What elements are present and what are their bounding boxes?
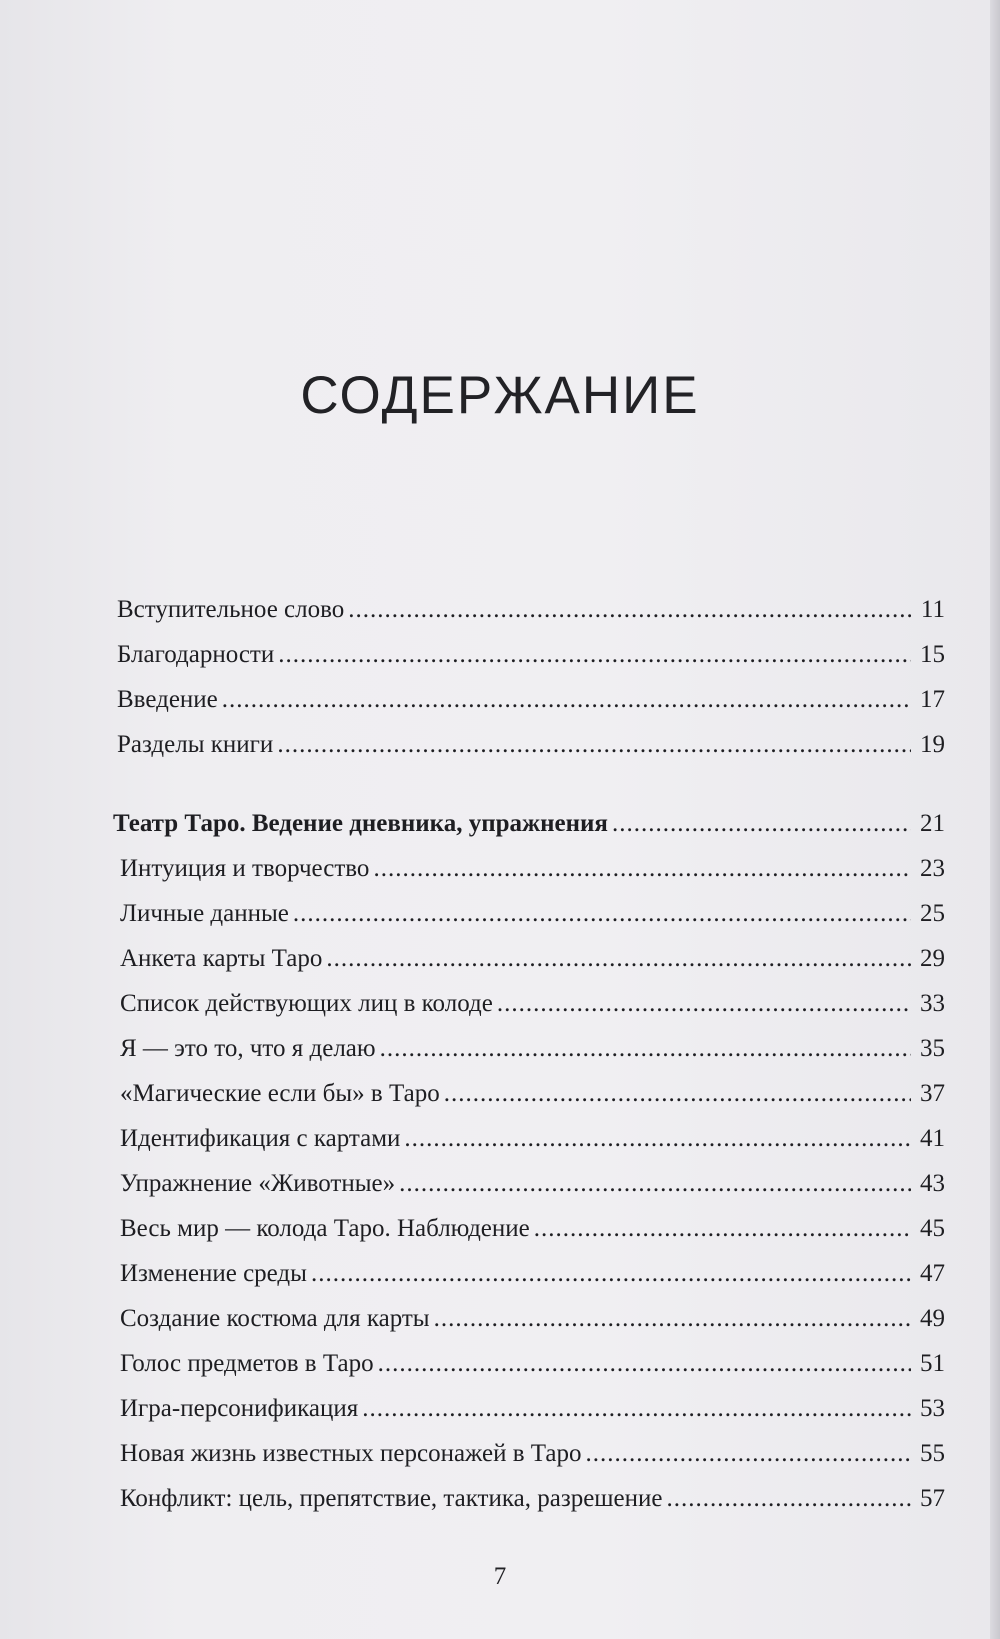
toc-entry — [117, 731, 945, 776]
toc-entry-label: Голос предметов в Таро — [120, 1350, 374, 1377]
toc-entry — [117, 1395, 945, 1440]
toc-entry-page: 17 — [920, 686, 945, 713]
toc-section-label: Театр Таро. Ведение дневника, упражнения — [113, 810, 608, 837]
toc-entry-label: Список действующих лиц в колоде — [120, 990, 493, 1017]
toc-entry — [117, 1260, 945, 1305]
toc-entry-page: 53 — [920, 1395, 945, 1422]
toc-leader-dots — [311, 1260, 911, 1288]
toc-entry-page: 23 — [920, 855, 945, 882]
toc-entry — [117, 641, 945, 686]
toc-leader-dots — [293, 900, 911, 928]
toc-leader-dots — [612, 810, 911, 838]
toc-leader-dots — [373, 855, 911, 883]
toc-leader-dots — [534, 1215, 911, 1243]
toc-entry-page: 47 — [920, 1260, 945, 1287]
toc-entry — [117, 1215, 945, 1260]
toc-leader-dots — [667, 1485, 912, 1513]
toc-entry-label: Создание костюма для карты — [120, 1305, 430, 1332]
toc-entry-label: Игра-персонификация — [120, 1395, 359, 1422]
toc-leader-dots — [277, 731, 911, 759]
toc-entry-label: Весь мир — колода Таро. Наблюдение — [120, 1215, 530, 1242]
toc-entry — [117, 1080, 945, 1125]
toc-leader-dots — [404, 1125, 911, 1153]
toc-entry-label: Вступительное слово — [117, 596, 345, 623]
toc-entry — [117, 900, 945, 945]
toc-section-heading — [113, 810, 945, 855]
toc-entry-page: 15 — [920, 641, 945, 668]
page-edge — [990, 0, 1000, 1639]
page-number: 7 — [493, 1563, 507, 1590]
toc-entry-page: 55 — [920, 1440, 945, 1467]
toc-leader-dots — [222, 686, 911, 714]
toc-entry-label: Я — это то, что я делаю — [120, 1035, 376, 1062]
toc-entry-page: 11 — [920, 596, 945, 623]
toc-leader-dots — [399, 1170, 911, 1198]
toc-entry — [117, 1350, 945, 1395]
toc-entry-page: 57 — [920, 1485, 945, 1512]
page-title: СОДЕРЖАНИЕ — [300, 366, 700, 425]
toc-entry — [117, 945, 945, 990]
toc-leader-dots — [326, 945, 911, 973]
toc-leader-dots — [497, 990, 911, 1018]
toc-entry — [117, 1035, 945, 1080]
toc-entry — [117, 990, 945, 1035]
toc-leader-dots — [362, 1395, 911, 1423]
toc-entry-page: 49 — [920, 1305, 945, 1332]
toc-entry-page: 37 — [920, 1080, 945, 1107]
toc-leader-dots — [434, 1305, 911, 1333]
toc-entry-label: Идентификация с картами — [120, 1125, 401, 1152]
toc-leader-dots — [348, 596, 911, 624]
toc-entry — [117, 1440, 945, 1485]
toc-entry — [117, 1305, 945, 1350]
toc-entry-page: 35 — [920, 1035, 945, 1062]
toc-entry-page: 43 — [920, 1170, 945, 1197]
toc-entry-page: 45 — [920, 1215, 945, 1242]
toc-entry-page: 33 — [920, 990, 945, 1017]
toc-leader-dots — [378, 1350, 911, 1378]
toc-entry-page: 41 — [920, 1125, 945, 1152]
toc-entry — [117, 1125, 945, 1170]
toc-leader-dots — [444, 1080, 911, 1108]
toc-entry-label: Изменение среды — [120, 1260, 307, 1287]
toc-entry-label: Благодарности — [117, 641, 275, 668]
toc-section-page: 21 — [920, 810, 945, 837]
toc-entry-label: Упражнение «Животные» — [120, 1170, 396, 1197]
toc-entry-label: Разделы книги — [117, 731, 274, 758]
toc-entry — [117, 1485, 945, 1530]
toc-entry — [117, 855, 945, 900]
toc-entry-label: Интуиция и творчество — [120, 855, 370, 882]
toc-entry-page: 25 — [920, 900, 945, 927]
toc-entry-label: «Магические если бы» в Таро — [120, 1080, 440, 1107]
toc-leader-dots — [278, 641, 911, 669]
toc-entry-label: Введение — [117, 686, 218, 713]
toc-entry-label: Личные данные — [120, 900, 289, 927]
toc-entry — [117, 686, 945, 731]
toc-leader-dots — [380, 1035, 911, 1063]
toc-entry-label: Анкета карты Таро — [120, 945, 323, 972]
toc-leader-dots — [586, 1440, 911, 1468]
toc-entry — [117, 1170, 945, 1215]
toc-entry-page: 29 — [920, 945, 945, 972]
toc-entry-page: 19 — [920, 731, 945, 758]
table-of-contents — [113, 596, 945, 1530]
toc-entry-label: Конфликт: цель, препятствие, тактика, разрешение — [120, 1485, 663, 1512]
toc-entry — [117, 596, 945, 641]
toc-entry-page: 51 — [920, 1350, 945, 1377]
toc-entry-label: Новая жизнь известных персонажей в Таро — [120, 1440, 582, 1467]
